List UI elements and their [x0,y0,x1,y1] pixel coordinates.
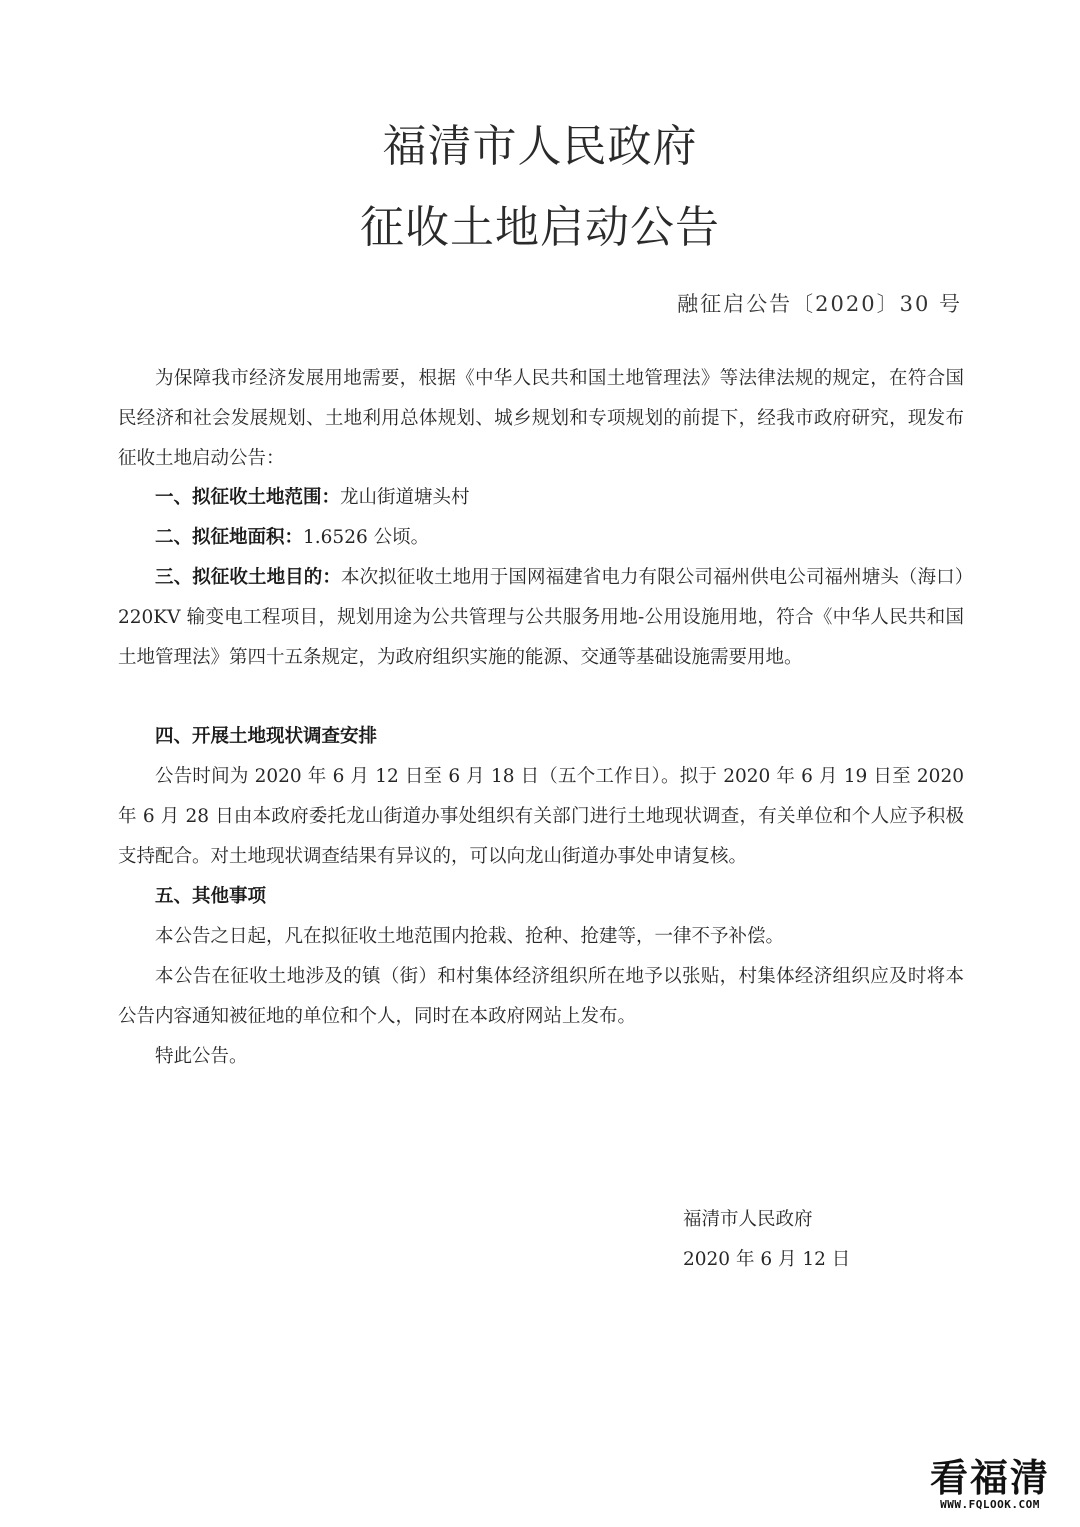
section-other-heading [118,877,964,917]
section-other-text2: 本公告在征收土地涉及的镇（街）和村集体经济组织所在地予以张贴，村集体经济组织应及时将本公告内容通知被征地的单位和个人，同时在本政府网站上发布。 [118,966,964,1027]
document-number: 融征启公告〔2020〕30 号 [677,292,962,316]
section-scope-label: 一、拟征收土地范围： [155,487,341,508]
section-survey-text: 公告时间为 2020 年 6 月 12 日至 6 月 18 日（五个工作日）。拟于 2020 年 6 月 19 日至 2020 年 6 月 28 日由本政府委托龙山街道办事处组织有关部门进行土地现状调查，有关单位和个人应予积极支持配合。对土地现状调查结果有异议的，可以向龙山街道办事处申请复核。 [118,766,964,867]
section-scope-text: 龙山街道塘头村 [340,487,470,508]
page-title: 福清市人民政府 [382,121,698,172]
section-survey-heading [118,717,964,757]
intro-paragraph: 为保障我市经济发展用地需要，根据《中华人民共和国土地管理法》等法律法规的规定，在符合国民经济和社会发展规划、土地利用总体规划、城乡规划和专项规划的前提下，经我市政府研究，现发布征收土地启动公告： [118,368,964,469]
section-other-label: 五、其他事项 [155,886,267,907]
section-area [118,518,964,558]
watermark-url: WWW.FQLOOK.COM [940,1498,1040,1511]
closing-text: 特此公告。 [155,1046,248,1067]
section-area-text: 1.6526 公顷。 [303,527,430,548]
section-purpose-text: 本次拟征收土地用于国网福建省电力有限公司福州供电公司福州塘头（海口）220KV 输变电工程项目，规划用途为公共管理与公共服务用地-公用设施用地，符合《中华人民共和国土地管理法》第四十五条规定，为政府组织实施的能源、交通等基础设施需要用地。 [118,567,964,668]
page-subtitle: 征收土地启动公告 [360,202,720,253]
section-survey-label: 四、开展土地现状调查安排 [155,726,378,747]
watermark-logo [920,1457,1060,1511]
signature-date: 2020 年 6 月 12 日 [683,1249,851,1270]
section-other-text1: 本公告之日起，凡在拟征收土地范围内抢栽、抢种、抢建等，一律不予补偿。 [155,926,785,947]
section-purpose-label: 三、拟征收土地目的： [155,567,341,588]
section-scope [118,478,964,518]
section-area-label: 二、拟征地面积： [155,527,304,548]
section-purpose [118,558,964,678]
signature-org: 福清市人民政府 [683,1209,813,1230]
watermark-text: 看福清 [929,1456,1050,1500]
